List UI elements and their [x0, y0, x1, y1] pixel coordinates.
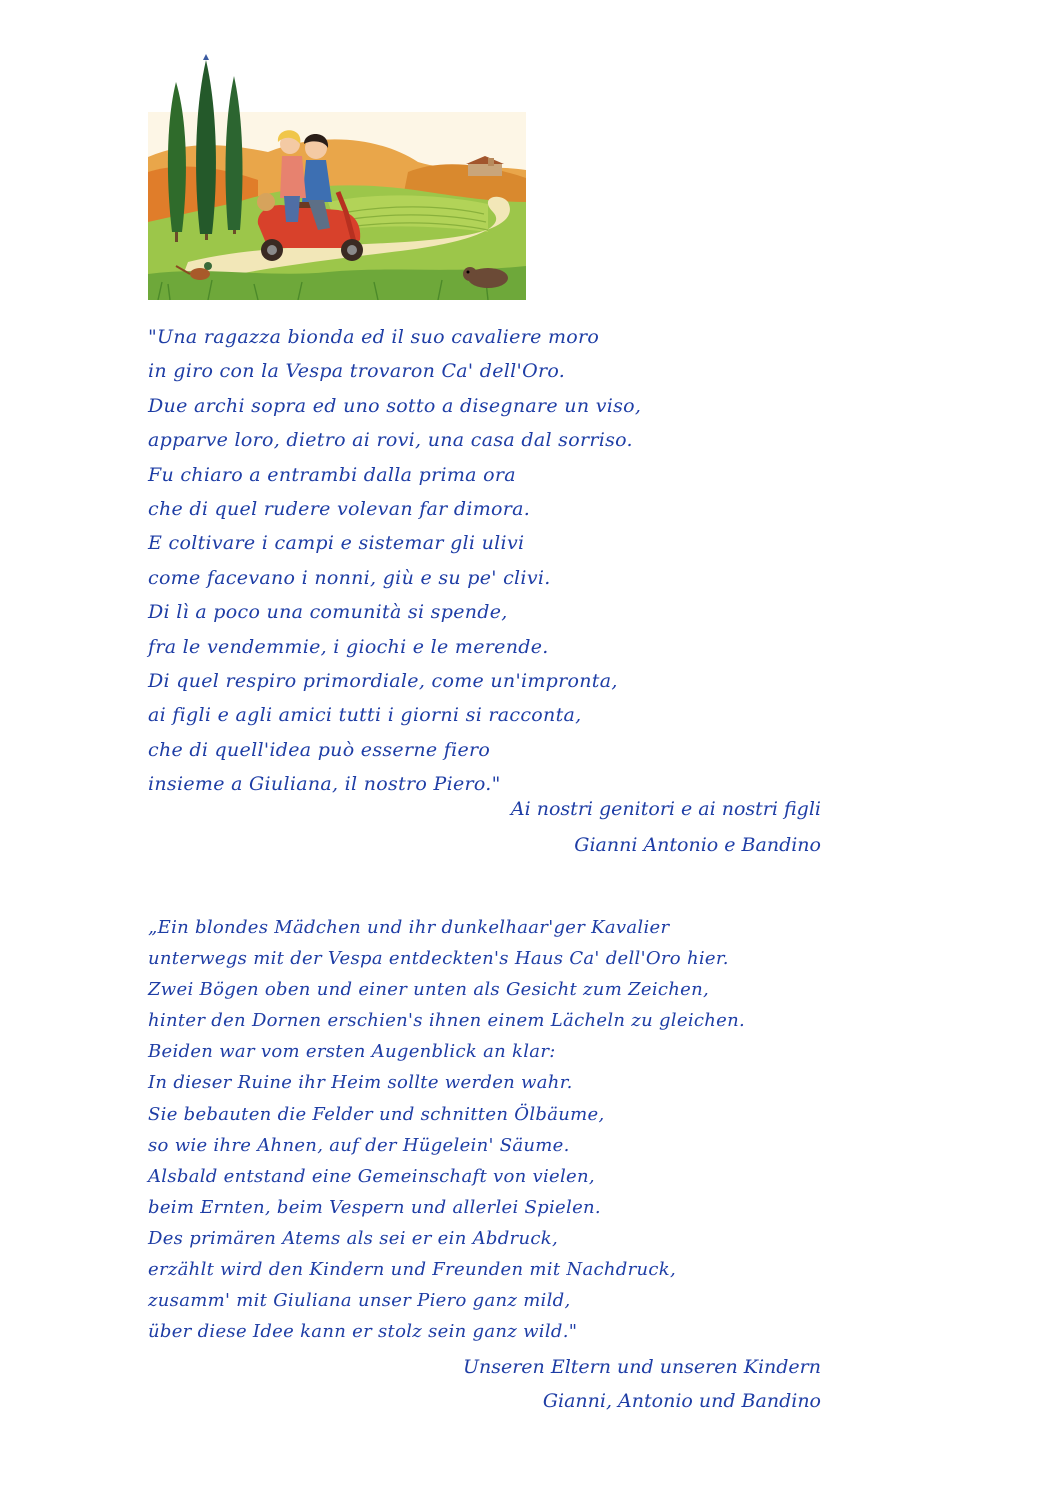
poem-line: erzählt wird den Kindern und Freunden mit Nachdruck,: [148, 1259, 676, 1281]
poem-line: apparve loro, dietro ai rovi, una casa dal sorriso.: [148, 429, 633, 452]
poem-line: fra le vendemmie, i giochi e le merende.: [148, 635, 549, 658]
poem-line: Due archi sopra ed uno sotto a disegnare un viso,: [148, 394, 642, 417]
poem-line: hinter den Dornen erschien's ihnen einem Lächeln zu gleichen.: [148, 1010, 746, 1032]
poem-line: ai figli e agli amici tutti i giorni si racconta,: [148, 704, 582, 727]
poem-line: Di lì a poco una comunità si spende,: [148, 601, 508, 624]
poem-line: so wie ihre Ahnen, auf der Hügelein' Säume.: [148, 1134, 570, 1156]
dedication-german: Unseren Eltern und unseren Kindern: [462, 1356, 821, 1378]
poem-line: beim Ernten, beim Vespern und allerlei Spielen.: [148, 1196, 601, 1218]
cypress-trees: [168, 54, 243, 242]
poem-line: che di quel rudere volevan far dimora.: [148, 497, 531, 520]
poem-italian: [148, 320, 848, 801]
dedication-italian: Ai nostri genitori e ai nostri figli: [510, 798, 821, 820]
poem-line: in giro con la Vespa trovaron Ca' dell'Oro.: [148, 360, 566, 383]
poem-line: insieme a Giuliana, il nostro Piero.": [148, 773, 501, 796]
poem-line: Zwei Bögen oben und einer unten als Gesicht zum Zeichen,: [148, 979, 710, 1001]
poem-german: [148, 912, 848, 1347]
poem-line: "Una ragazza bionda ed il suo cavaliere moro: [148, 326, 600, 348]
poem-line: „Ein blondes Mädchen und ihr dunkelhaar'ger Kavalier: [148, 917, 670, 938]
poem-line: zusamm' mit Giuliana unser Piero ganz mild,: [148, 1290, 571, 1312]
poem-line: Fu chiaro a entrambi dalla prima ora: [148, 463, 516, 486]
poem-line: Des primären Atems als sei er ein Abdruck,: [148, 1227, 558, 1249]
poem-line: come facevano i nonni, giù e su pe' clivi.: [148, 566, 551, 589]
poem-line: Beiden war vom ersten Augenblick an klar:: [148, 1041, 556, 1063]
poem-line: über diese Idee kann er stolz sein ganz wild.": [148, 1321, 578, 1343]
poem-line: Di quel respiro primordiale, come un'impronta,: [148, 669, 618, 692]
poem-line: Sie bebauten die Felder und schnitten Ölbäume,: [148, 1103, 605, 1125]
poem-line: unterwegs mit der Vespa entdeckten's Haus Ca' dell'Oro hier.: [148, 948, 729, 970]
poem-line: che di quell'idea può esserne fiero: [148, 738, 491, 761]
vespa-illustration: [148, 52, 526, 300]
signature-italian: Gianni Antonio e Bandino: [574, 834, 821, 856]
signature-german: Gianni, Antonio und Bandino: [542, 1390, 821, 1412]
poem-line: Alsbald entstand eine Gemeinschaft von vielen,: [148, 1165, 595, 1187]
poem-line: E coltivare i campi e sistemar gli ulivi: [148, 532, 525, 555]
poem-line: In dieser Ruine ihr Heim sollte werden wahr.: [148, 1072, 573, 1094]
